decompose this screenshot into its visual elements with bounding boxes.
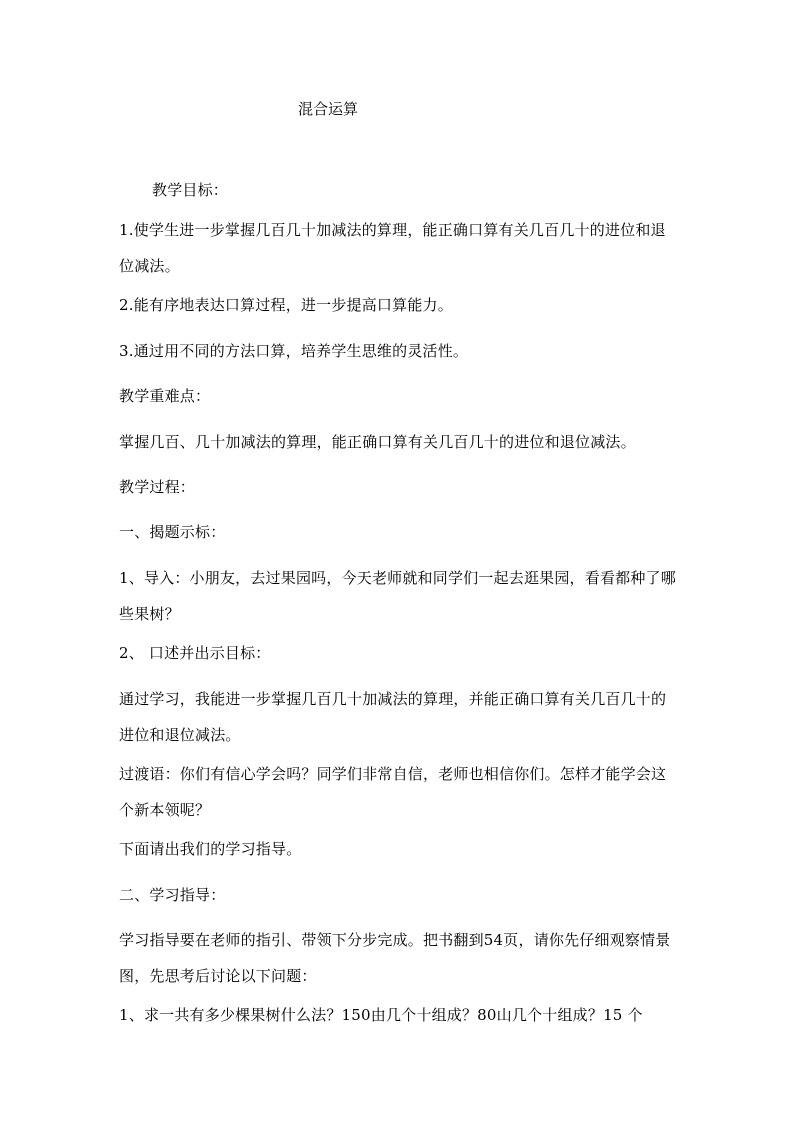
step-heading-1: 一、揭题示标： [119, 523, 226, 541]
key-points-text: 掌握几百、几十加减法的算理，能正确口算有关几百几十的进位和退位减法。 [119, 433, 636, 451]
step-heading-2: 二、学习指导： [119, 886, 226, 904]
document-title: 混合运算 [298, 100, 359, 118]
objective-item-3: 3.通过用不同的方法口算，培养学生思维的灵活性。 [119, 342, 469, 360]
objective-item-1: 1.使学生进一步掌握几百几十加减法的算理，能正确口算有关几百几十的进位和退位减法。 [119, 221, 666, 275]
step-1-intro: 1、导入：小朋友，去过果园吗，今天老师就和同学们一起去逛果园，看看都种了哪些果树？ [119, 569, 676, 623]
section-heading-objectives: 教学目标： [152, 181, 229, 199]
objective-statement: 通过学习，我能进一步掌握几百几十加减法的算理，并能正确口算有关几百几十的进位和退位减法。 [119, 690, 667, 744]
section-heading-key-points: 教学重难点： [119, 387, 211, 405]
guide-intro: 下面请出我们的学习指导。 [119, 840, 302, 858]
section-heading-process: 教学过程： [119, 478, 196, 496]
objective-item-2: 2.能有序地表达口算过程，进一步提高口算能力。 [119, 296, 453, 314]
step-1-objectives: 2、 口述并出示目标： [119, 644, 271, 662]
transition-text: 过渡语：你们有信心学会吗？同学们非常自信，老师也相信你们。怎样才能学会这个新本领呢？ [119, 765, 667, 819]
question-1: 1、求一共有多少棵果树什么法？150由几个十组成？80山几个十组成？15 个 [119, 1006, 643, 1024]
guide-instructions: 学习指导要在老师的指引、带领下分步完成。把书翻到54页，请你先仔细观察情景图，先思考后讨论以下问题： [119, 931, 671, 985]
